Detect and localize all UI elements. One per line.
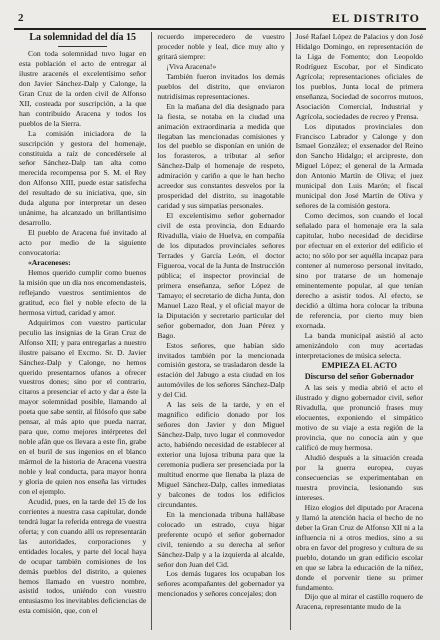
paragraph: Aludió después a la situación creada por la guerra europea, cuyas consecuencias se experimentaban en nuestra provincia, lesionando sus intereses. xyxy=(295,453,423,502)
page-number: 2 xyxy=(18,12,24,24)
paragraph: Como decimos, son cuando el local señalado para el homenaje era la sala capitular, hubo necesidad de decidirse por efectuar en el exterior del edificio el acto; no sólo por ser aquélla incapaz para contener al numeroso personal invitado, sino por tratarse de un homenaje eminentemente popular, al que tenían derecho a asistir todos. Al efecto, se decidió a última hora colocar la tribuna de referencia, por cierto muy bien exornada. xyxy=(295,211,423,330)
paragraph: En la mañana del día designado para la fiesta, se notaba en la ciudad una animación extraordinaria a medida que llegaban las mencionadas comisiones y los del pueblo se disponían en unión de los forasteros, a tributar al señor Sánchez-Dalp el homenaje de respeto, admiración y cariño a que le han hecho acreedor sus constantes desvelos por la prosperidad del distrito, su inagotable caridad y sus simpatías personales. xyxy=(157,101,285,211)
article-columns xyxy=(14,32,428,630)
column-1 xyxy=(14,32,151,630)
page-header xyxy=(14,10,426,28)
paragraph: Hizo elogios del diputado por Aracena y llamó la atención hacia el hecho de no deber la Gran Cruz de Alfonso XII ni a la influencia ni a otros medios, sino a su obra en favor del progreso y cultura de su pueblo, dotando un gran edificio escolar en que se labra la educación de la niñez, donde el porvenir tiene su primer fundamento. xyxy=(295,502,423,592)
column-2 xyxy=(151,32,289,630)
column-3 xyxy=(290,32,428,630)
paragraph: Dijo que al mirar el castillo roquero de Aracena, representante mudo de la xyxy=(295,592,423,612)
paragraph: La banda municipal asistió al acto amenizándolo con muy acertadas interpretaciones de música selecta. xyxy=(295,330,423,360)
paragraph: Los diputados provinciales don Francisco Labrador y Calonge y don Ismael González; el exsenador del Reino don Sancho Hidalgo; el arcipreste, don Miguel López; el general de la Armada don Antonio Martín de Oliva; el juez municipal don Luis Marón; el fiscal municipal don José Martín de Oliva y señores de la comisión gestora. xyxy=(295,121,423,211)
paragraph: José Rafael López de Palacios y don José Hidalgo Domingo, en representación de la Liga de Fomento; don Leopoldo Rodríguez Escobar, por el Sindicato Agrícola; representaciones oficiales de los pueblos, Junta local de primera enseñanza, Sociedad de socorros mutuos, Asociación Comercial, Industrial y Agrícola, sociedades de recreo y Prensa. xyxy=(295,32,423,121)
paragraph: «Araceneses: xyxy=(28,258,71,268)
paragraph: Acudid, pues, en la tarde del 15 de los corrientes a nuestra casa capitular, donde tendrá lugar la referida entrega de vuestra oferta; y con cuando allí os representarán las autoridades, corporaciones y entidades locales, y parte del local haya de ocupar también comisiones de los demás pueblos del distrito, a quienes hemos llamado en vuestro nombre, asistid todos, uniéndo con vuestro entusiasmo los inevitables deficiencias de esta comisión, que, con el xyxy=(19,496,147,616)
paragraph: Los demás lugares los ocupaban los señores acompañantes del gobernador ya mencionados y señores concejales; don xyxy=(157,569,285,599)
section-subheading: Discurso del señor Gobernador xyxy=(304,372,414,382)
headline-rule xyxy=(58,46,106,47)
paragraph: El excelentísimo señor gobernador civil de esta provincia, don Eduardo Rivadulla, viaio de Huelva, en compañía de los diputados provinciales señores Terrades y García León, el doctor Figueroa, vocal de la Junta de Instrucción pública; el inspector provincial de primera enseñanza, señor López de Tamayo; el secretario de dicha Junta, don Manuel Lazo Real, y el oficial mayor de la Diputación y secretario particular del señor gobernador, don Juan Pérez y Bago. xyxy=(157,211,285,340)
paragraph: El pueblo de Aracena fué invitado al acto por medio de la siguiente convocatoria: xyxy=(19,228,147,258)
paragraph: Hemos querido cumplir como buenos la misión que un día nos encomendasteis, reflejando vuestros sentimientos de gratitud, eco fiel y noble efecto de la hermosa virtud, caridad y amor. xyxy=(19,267,147,317)
section-heading: EMPIEZA EL ACTO xyxy=(321,361,398,371)
paragraph: Con toda solemnidad tuvo lugar en esta población el acto de entregar al ilustre aracenés el excelentísimo señor don Javier Sánchez-Dalp y Calonge, la Gran Cruz de la orden civil de Alfonso XII, costeada por suscripción, a la que han contribuido Aracena y todos los pueblos de la Sierra. xyxy=(19,49,147,128)
header-rule xyxy=(14,28,426,30)
paragraph: Adquirimos con vuestro particular peculio las insignias de la Gran Cruz de Alfonso XII; y para entregarlas a nuestro ilustre paisano el Excmo. Sr. D. Javier Sánchez-Dalp y Calonge, no hemos querido presentarnos ufanos a ofrecer vuestros dones; sino por el contrario, citaros a presenciar el acto y dar a éste la mayor solemnidad posible, llamando al poeta que sabe sentir, al filósofo que sabe pensar, al más apto que pueda narrar, para que, como mejores intérpretes del noble afán que os llevara a este fin, grabe en el buril de sus ingenios en el blanco mármol de la historia de Aracena vuestra noble y leal conducta, para mayor honra y gloria de quien nos enseña las virtudes con el ejemplo. xyxy=(19,317,147,496)
paragraph: También fueron invitados los demás pueblos del distrito, que enviaron nutridísimas representaciones. xyxy=(157,71,285,101)
masthead-title: EL DISTRITO xyxy=(332,11,420,25)
paragraph: recuerdo imperecedero de vuestro proceder noble y leal, dice muy alto y gritará siempre: xyxy=(157,32,285,61)
paragraph: A las seis de la tarde, y en el magnífico edificio donado por los señores don Javier y don Miguel Sánchez-Dalp, tuvo lugar el conmovedor acto, habiéndo necesidad de establecer al exterior una lujosa tribuna para que la ceremonia pudiera ser presenciada por la multitud enorme que llenaba la plaza de Miguel Sánchez-Dalp, calles inmediatas y balcones de todos los edificios circundantes. xyxy=(157,400,285,509)
paragraph: A las seis y media abrió el acto el ilustrado y digno gobernador civil, señor Rivadulla, que pronunció frases muy elocuentes, exponiendo el simpático motivo de su viaje a esta región de la provincia, que no conocía aún y que calificó de muy hermosa. xyxy=(295,383,423,453)
article-headline: La solemnidad del día 15 xyxy=(29,32,137,43)
paragraph: En la mencionada tribuna hallábase colocado un estrado, cuya higar preferente ocupó el señor gobernador civil, teniendo a su derecha al señor Sánchez-Dalp y a la izquierda al alcalde, señor don Juan del Cid. xyxy=(157,509,285,569)
paragraph: Estos señores, que habían sido invitados también por la mencionada comisión gestora, se trasladaron desde la estación del Jabugo a esta ciudad en los automóviles de los señores Sánchez-Dalp y del Cid. xyxy=(157,340,285,400)
paragraph: La comisión iniciadora de la suscripción y gestora del homenaje, constituida a raíz de concedérsele al señor Sánchez-Dalp tan alta como merecida recompensa por S. M. el Rey don Alfonso XIII, puede estar satisfecha del resultado de su iniciativa, que, sin duda alguna por interpretar un deseo unánime, ha alcanzado un brillantísimo desarrollo. xyxy=(19,128,147,228)
paragraph: ¡Viva Aracena!» xyxy=(166,61,217,71)
